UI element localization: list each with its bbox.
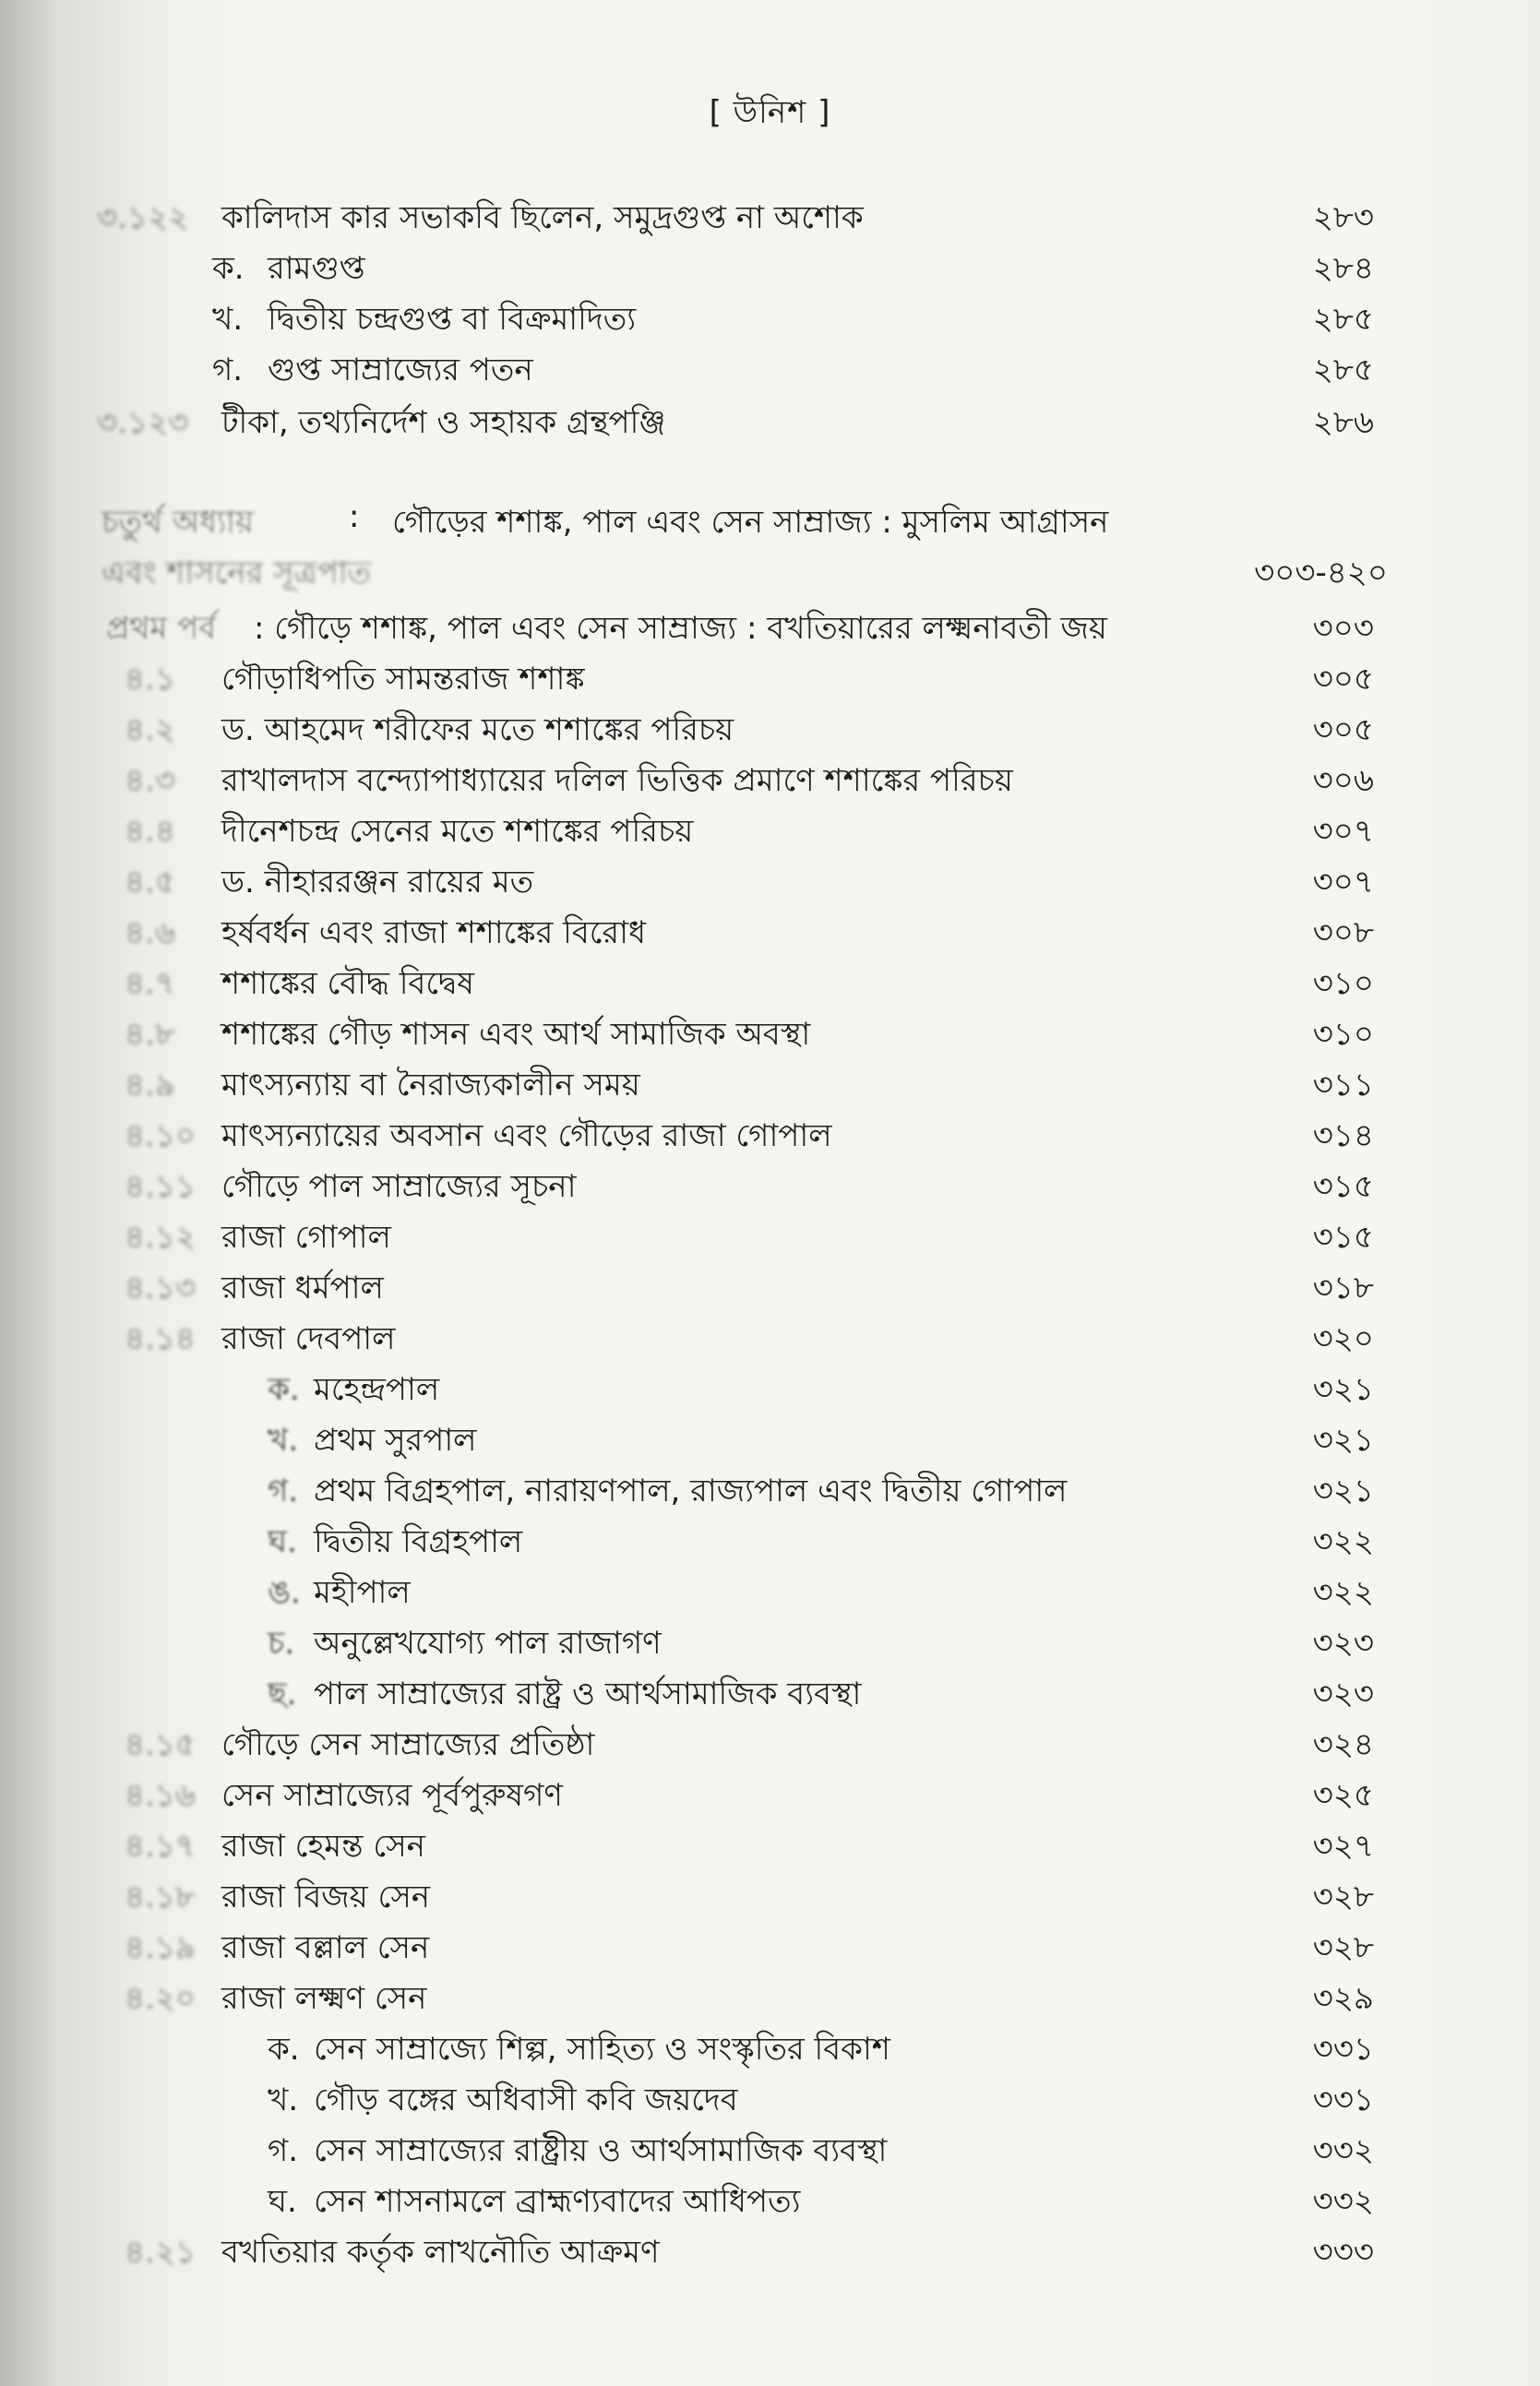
entry-title: সেন শাসনামলে ব্রাহ্মণ্যবাদের আধিপত্য bbox=[314, 2183, 801, 2220]
toc-entry bbox=[0, 2127, 1540, 2178]
entry-title: অনুল্লেখযোগ্য পাল রাজাগণ bbox=[314, 1625, 662, 1662]
toc-entry bbox=[0, 1619, 1540, 1671]
entry-title: রাজা ধর্মপাল bbox=[221, 1270, 384, 1306]
entry-number: ৪.৮ bbox=[125, 1016, 175, 1053]
entry-number: চতুর্থ অধ্যায় bbox=[101, 504, 254, 541]
entry-page-number: ৩১৫ bbox=[1312, 1219, 1374, 1256]
entry-title: রাজা হেমন্ত সেন bbox=[221, 1828, 425, 1865]
entry-page-number: ৩৩১ bbox=[1312, 2082, 1374, 2118]
entry-page-number: ৩৩১ bbox=[1312, 2031, 1374, 2068]
entry-page-number: ২৮৩ bbox=[1312, 199, 1374, 236]
entry-title: মহীপাল bbox=[314, 1574, 411, 1611]
entry-number: ৩.১২২ bbox=[97, 199, 189, 236]
entry-number: ৪.১ bbox=[125, 661, 175, 698]
entry-page-number: ২৮৫ bbox=[1312, 352, 1374, 388]
entry-page-number: ২৮৫ bbox=[1312, 301, 1374, 338]
entry-page-number: ৩২২ bbox=[1312, 1574, 1374, 1611]
entry-title: মাৎস্যন্যায়ের অবসান এবং গৌড়ের রাজা গোপাল bbox=[221, 1117, 832, 1154]
toc-entry bbox=[0, 346, 1540, 398]
toc-entry bbox=[0, 2025, 1540, 2077]
entry-number: ৪.১১ bbox=[125, 1168, 196, 1205]
entry-number: এবং শাসনের সূত্রপাত bbox=[101, 555, 372, 591]
entry-title: রাজা বল্লাল সেন bbox=[221, 1929, 430, 1966]
toc-entry bbox=[0, 909, 1540, 960]
toc-entry bbox=[0, 1518, 1540, 1569]
entry-number: ৪.১৩ bbox=[125, 1270, 197, 1306]
entry-page-number: ৩১০ bbox=[1312, 1016, 1374, 1053]
entry-title: গৌড়ে সেন সাম্রাজ্যের প্রতিষ্ঠা bbox=[221, 1726, 595, 1763]
toc-entry bbox=[0, 1061, 1540, 1113]
entry-page-number: ৩২৮ bbox=[1312, 1929, 1374, 1966]
toc-entry bbox=[0, 1213, 1540, 1265]
entry-marker: ঙ. bbox=[268, 1574, 301, 1611]
toc-entry bbox=[0, 2076, 1540, 2128]
entry-marker: গ. bbox=[268, 2132, 299, 2169]
entry-number: ৪.১৮ bbox=[125, 1879, 196, 1915]
entry-page-number: ৩২৯ bbox=[1312, 1980, 1374, 2017]
toc-entry bbox=[0, 1924, 1540, 1975]
entry-page-number: ৩১৫ bbox=[1312, 1168, 1374, 1205]
toc-entry bbox=[0, 1822, 1540, 1874]
entry-title: রাজা গোপাল bbox=[221, 1219, 391, 1256]
entry-title: সেন সাম্রাজ্যের রাষ্ট্রীয় ও আর্থসামাজিক ব্যবস্থা bbox=[314, 2132, 888, 2169]
entry-number: ৪.১৫ bbox=[125, 1726, 196, 1763]
entry-title: কালিদাস কার সভাকবি ছিলেন, সমুদ্রগুপ্ত না অশোক bbox=[221, 199, 864, 236]
entry-page-number: ২৮৪ bbox=[1312, 250, 1374, 287]
entry-title: শশাঙ্কের গৌড় শাসন এবং আর্থ সামাজিক অবস্থা bbox=[221, 1016, 811, 1053]
entry-page-number: ৩২৩ bbox=[1312, 1625, 1374, 1662]
entry-title: রাজা লক্ষ্মণ সেন bbox=[221, 1980, 427, 2017]
toc-entry bbox=[0, 399, 1540, 450]
entry-page-number: ৩২৭ bbox=[1312, 1828, 1374, 1865]
entry-title: গৌড়ের শশাঙ্ক, পাল এবং সেন সাম্রাজ্য : মুসলিম আগ্রাসন bbox=[392, 504, 1109, 541]
entry-number: ৪.১৭ bbox=[125, 1828, 197, 1865]
entry-title: সেন সাম্রাজ্যে শিল্প, সাহিত্য ও সংস্কৃতির বিকাশ bbox=[314, 2031, 890, 2068]
toc-entry bbox=[0, 2177, 1540, 2229]
entry-title: প্রথম বিগ্রহপাল, নারায়ণপাল, রাজ্যপাল এবং দ্বিতীয় গোপাল bbox=[314, 1473, 1068, 1509]
entry-page-number: ৩০৮ bbox=[1312, 914, 1374, 951]
entry-page-number: ৩২১ bbox=[1312, 1422, 1374, 1459]
toc-entry bbox=[0, 1670, 1540, 1722]
entry-page-number: ৩২২ bbox=[1312, 1523, 1374, 1560]
toc-entry bbox=[0, 1366, 1540, 1417]
entry-marker: : bbox=[349, 498, 360, 535]
entry-number: ৪.৩ bbox=[125, 762, 175, 799]
entry-title: সেন সাম্রাজ্যের পূর্বপুরুষগণ bbox=[221, 1777, 563, 1814]
toc-entry bbox=[0, 757, 1540, 808]
toc-entry bbox=[0, 1416, 1540, 1468]
entry-title: প্রথম সুরপাল bbox=[314, 1422, 477, 1459]
toc-entry bbox=[0, 2228, 1540, 2280]
toc-entry bbox=[0, 1010, 1540, 1062]
entry-marker: ঘ. bbox=[268, 2183, 297, 2220]
entry-number: ৪.১৪ bbox=[125, 1320, 196, 1357]
toc-entry bbox=[0, 1772, 1540, 1823]
toc-entry bbox=[0, 549, 1540, 601]
toc-entry bbox=[0, 960, 1540, 1011]
toc-entry bbox=[0, 858, 1540, 910]
entry-title: শশাঙ্কের বৌদ্ধ বিদ্বেষ bbox=[221, 965, 474, 1002]
entry-number: প্রথম পর্ব bbox=[106, 610, 217, 647]
entry-page-number: ৩০৭ bbox=[1312, 864, 1374, 901]
entry-title: দীনেশচন্দ্র সেনের মতে শশাঙ্কের পরিচয় bbox=[221, 813, 694, 850]
entry-page-number: ৩২৫ bbox=[1312, 1777, 1374, 1814]
entry-marker: খ. bbox=[268, 2082, 299, 2118]
entry-page-number: ৩০৩-৪২০ bbox=[1254, 555, 1388, 591]
toc-entry bbox=[0, 1569, 1540, 1620]
entry-page-number: ৩২০ bbox=[1312, 1320, 1374, 1357]
page-header: [ উনিশ ] bbox=[709, 94, 831, 131]
entry-page-number: ৩০৩ bbox=[1312, 610, 1374, 647]
entry-number: ৪.২০ bbox=[125, 1980, 197, 2017]
entry-title: রাখালদাস বন্দ্যোপাধ্যায়ের দলিল ভিত্তিক প্রমাণে শশাঙ্কের পরিচয় bbox=[221, 762, 1013, 799]
entry-page-number: ৩০৫ bbox=[1312, 711, 1374, 748]
entry-page-number: ৩১১ bbox=[1312, 1067, 1374, 1104]
entry-marker: ঘ. bbox=[268, 1523, 297, 1560]
entry-marker: ক. bbox=[212, 250, 245, 287]
entry-number: ৪.১০ bbox=[125, 1117, 197, 1154]
entry-title: গুপ্ত সাম্রাজ্যের পতন bbox=[268, 352, 533, 388]
entry-number: ৪.২ bbox=[125, 711, 175, 748]
entry-page-number: ৩২১ bbox=[1312, 1371, 1374, 1408]
entry-page-number: ৩২১ bbox=[1312, 1473, 1374, 1509]
toc-entry bbox=[0, 1721, 1540, 1772]
entry-number: ৩.১২৩ bbox=[97, 404, 189, 441]
entry-number: ৪.৭ bbox=[125, 965, 175, 1002]
entry-marker: ক. bbox=[268, 1371, 300, 1408]
entry-page-number: ২৮৬ bbox=[1312, 404, 1374, 441]
entry-title: টীকা, তথ্যনির্দেশ ও সহায়ক গ্রন্থপঞ্জি bbox=[221, 404, 666, 441]
entry-page-number: ৩০৭ bbox=[1312, 813, 1374, 850]
entry-title: : গৌড়ে শশাঙ্ক, পাল এবং সেন সাম্রাজ্য : বখতিয়ারের লক্ষ্মনাবতী জয় bbox=[254, 610, 1107, 647]
entry-title: মহেন্দ্রপাল bbox=[314, 1371, 440, 1408]
entry-page-number: ৩১০ bbox=[1312, 965, 1374, 1002]
entry-marker: ক. bbox=[268, 2031, 300, 2068]
toc-entry bbox=[0, 1467, 1540, 1519]
toc-entry bbox=[0, 706, 1540, 758]
entry-title: দ্বিতীয় চন্দ্রগুপ্ত বা বিক্রমাদিত্য bbox=[268, 301, 637, 338]
entry-marker: খ. bbox=[212, 301, 244, 338]
toc-entry bbox=[0, 295, 1540, 347]
entry-page-number: ৩০৫ bbox=[1312, 661, 1374, 698]
toc-entry bbox=[0, 1873, 1540, 1925]
toc-entry bbox=[0, 1264, 1540, 1316]
entry-number: ৪.৬ bbox=[125, 914, 175, 951]
entry-page-number: ৩১৮ bbox=[1312, 1270, 1374, 1306]
entry-title: পাল সাম্রাজ্যের রাষ্ট্র ও আর্থসামাজিক ব্যবস্থা bbox=[314, 1676, 862, 1712]
toc-entry bbox=[0, 498, 1540, 550]
entry-number: ৪.১৯ bbox=[125, 1929, 196, 1966]
entry-number: ৪.৪ bbox=[125, 813, 175, 850]
entry-page-number: ৩০৬ bbox=[1312, 762, 1374, 799]
entry-page-number: ৩১৪ bbox=[1312, 1117, 1374, 1154]
entry-marker: ছ. bbox=[268, 1676, 297, 1712]
entry-title: রাজা দেবপাল bbox=[221, 1320, 396, 1357]
entry-marker: গ. bbox=[268, 1473, 299, 1509]
toc-entry bbox=[0, 1315, 1540, 1366]
entry-title: গৌড়ে পাল সাম্রাজ্যের সূচনা bbox=[221, 1168, 577, 1205]
entry-page-number: ৩২৪ bbox=[1312, 1726, 1374, 1763]
entry-title: হর্ষবর্ধন এবং রাজা শশাঙ্কের বিরোধ bbox=[221, 914, 647, 951]
toc-entry bbox=[0, 807, 1540, 859]
entry-marker: গ. bbox=[212, 352, 244, 388]
toc-entry bbox=[0, 1974, 1540, 2026]
toc-entry bbox=[0, 604, 1540, 656]
toc-entry bbox=[0, 655, 1540, 707]
entry-page-number: ৩৩২ bbox=[1312, 2132, 1374, 2169]
entry-page-number: ৩২৮ bbox=[1312, 1879, 1374, 1915]
entry-title: রাজা বিজয় সেন bbox=[221, 1879, 431, 1915]
entry-title: গৌড়াধিপতি সামন্তরাজ শশাঙ্ক bbox=[221, 661, 585, 698]
entry-number: ৪.১৬ bbox=[125, 1777, 197, 1814]
entry-page-number: ৩৩২ bbox=[1312, 2183, 1374, 2220]
entry-number: ৪.১২ bbox=[125, 1219, 197, 1256]
entry-marker: খ. bbox=[268, 1422, 299, 1459]
entry-page-number: ৩২৩ bbox=[1312, 1676, 1374, 1712]
entry-number: ৪.৯ bbox=[125, 1067, 175, 1104]
entry-title: দ্বিতীয় বিগ্রহপাল bbox=[314, 1523, 523, 1560]
toc-entry bbox=[0, 1112, 1540, 1163]
entry-title: মাৎস্যন্যায় বা নৈরাজ্যকালীন সময় bbox=[221, 1067, 640, 1104]
toc-entry bbox=[0, 194, 1540, 245]
entry-title: গৌড় বঙ্গের অধিবাসী কবি জয়দেব bbox=[314, 2082, 738, 2118]
toc-entry bbox=[0, 245, 1540, 296]
toc-entry bbox=[0, 1163, 1540, 1214]
entry-marker: চ. bbox=[268, 1625, 295, 1662]
entry-page-number: ৩৩৩ bbox=[1312, 2234, 1374, 2271]
entry-title: ড. নীহাররঞ্জন রায়ের মত bbox=[221, 864, 534, 901]
entry-title: বখতিয়ার কর্তৃক লাখনৌতি আক্রমণ bbox=[221, 2234, 660, 2271]
entry-number: ৪.৫ bbox=[125, 864, 175, 901]
entry-number: ৪.২১ bbox=[125, 2234, 197, 2271]
entry-title: ড. আহমেদ শরীফের মতে শশাঙ্কের পরিচয় bbox=[221, 711, 734, 748]
entry-title: রামগুপ্ত bbox=[268, 250, 365, 287]
